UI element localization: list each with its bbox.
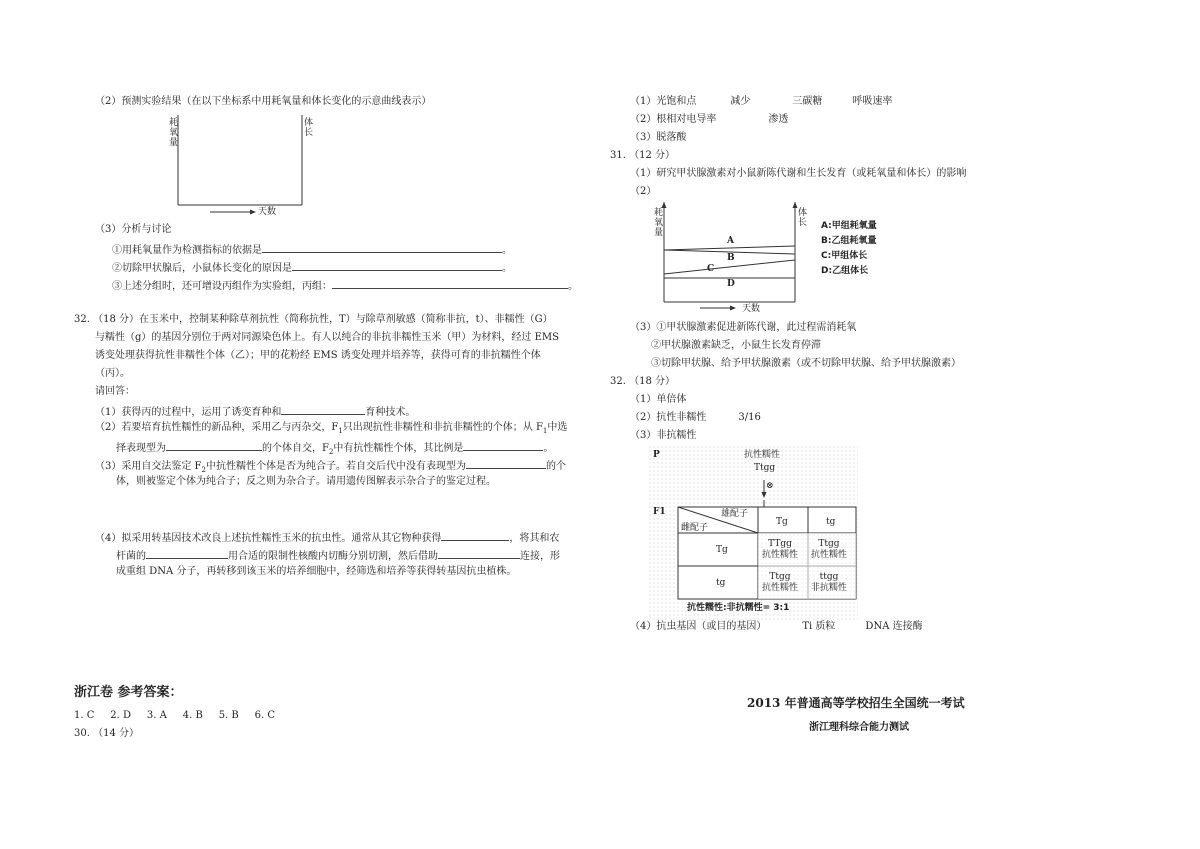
q3-item-1: ①用耗氧量作为检测指标的依据是 。 (112, 245, 512, 256)
punnett-cell-4: ttgg 非抗糯性 (811, 572, 848, 593)
q32-line-2: 与糯性（g）的基因分别位于两对同源染色体上。有人以纯合的非抗非糯性玉米（甲）为材料，经过 EMS (95, 332, 559, 343)
answers-heading: 浙江卷 参考答案： (74, 685, 183, 700)
female-gamete-tg-upper: Tg (716, 545, 728, 555)
r30-part-3: （3）脱落酸 (630, 132, 687, 143)
cross-male-gametes: 雄配子 (721, 509, 749, 519)
cross-p-label: P (653, 450, 660, 460)
cross-female-gametes: 雌配子 (681, 523, 709, 533)
punnett-cell-2: Ttgg 抗性糯性 (811, 539, 848, 560)
r31-part-3-3: ③切除甲状腺、给予甲状腺激素（或不切除甲状腺、给予甲状腺激素） (651, 358, 961, 369)
r31-part-3-1: （3）①甲状腺激素促进新陈代谢，此过程需消耗氧 (630, 322, 857, 333)
graph2-legend: A:甲组耗氧量 B:乙组耗氧量 C:甲组体长 D:乙组体长 (821, 221, 877, 276)
q32-part-4-line-1: （4）拟采用转基因技术改良上述抗性糯性玉米的抗虫性。通常从其它物种获得 ，将其和农 (95, 533, 560, 544)
graph2-x-label: 天数 (742, 304, 761, 314)
r31-part-2: （2） (630, 186, 657, 197)
male-gamete-tg-lower: tg (826, 517, 836, 527)
r32-part-3: （3）非抗糯性 (630, 430, 697, 441)
punnett-cell-1: TTgg 抗性糯性 (762, 539, 799, 560)
q2-title: （2）预测实验结果（在以下坐标系中用耗氧量和体长变化的示意曲线表示） (95, 96, 432, 107)
q3-title: （3）分析与讨论 (95, 224, 172, 235)
graph1-y-left-label: 耗 氧 量 (169, 118, 179, 148)
q32-part-3-line-1: （3）采用自交法鉴定 $F_2$中抗性糯性个体是否为纯合子。若自交后代中没有表现型为 的个 (95, 461, 566, 474)
graph1-x-label: 天数 (258, 207, 277, 217)
curve-label-b: B (727, 253, 735, 263)
cross-ratio: 抗性糯性:非抗糯性= 3:1 (687, 603, 790, 613)
q32-part-3-line-2: 体，则被鉴定个体为纯合子；反之则为杂合子。请用遗传图解表示杂合子的鉴定过程。 (116, 476, 496, 487)
q32-part-1: （1）获得丙的过程中，运用了诱变育种和 育种技术。 (95, 407, 416, 418)
curve-a (664, 246, 795, 250)
exam-subtitle: 浙江理科综合能力测试 (809, 722, 909, 733)
answer-graph (650, 200, 820, 312)
q30-header: 30. （14 分） (74, 728, 139, 739)
female-gamete-tg-lower: tg (716, 578, 726, 588)
curve-label-c: C (707, 264, 715, 274)
q3-item-2: ②切除甲状腺后，小鼠体长变化的原因是 。 (112, 263, 512, 274)
exam-title: 2013 年普通高等学校招生全国统一考试 (747, 696, 965, 710)
q32-line-4: （丙）。 (95, 368, 130, 379)
q32-line-3: 诱变处理获得抗性非糯性个体（乙）；甲的花粉经 EMS 诱变处理并培养等，获得可育的非抗糯性个体 (95, 350, 541, 361)
curve-label-d: D (727, 279, 735, 289)
q32-part-2-line-2: 择表现型为 的个体自交，$F_2$中有抗性糯性个体，其比例是 。 (116, 443, 554, 456)
graph1-y-right-label: 体 长 (304, 118, 314, 138)
graph2-y-left-label: 耗 氧 量 (654, 208, 664, 238)
graph2-y-right-label: 体 长 (798, 208, 808, 228)
r32-part-4: （4）抗虫基因（或目的基因） Ti 质粒 DNA 连接酶 (630, 621, 923, 632)
mc-answers: 1. C 2. D 3. A 4. B 5. B 6. C (74, 710, 276, 721)
q32-part-4-line-3: 成重组 DNA 分子，再转移到该玉米的培养细胞中，经筛选和培养等获得转基因抗虫植株。 (116, 566, 517, 577)
cross-parent-genotype: Ttgg (754, 463, 776, 473)
r32-part-1: （1）单倍体 (630, 394, 687, 405)
q32-part-2-line-1: （2）若要培育抗性糯性的新品种，采用乙与丙杂交，$F_1$只出现抗性非糯性和非抗非糯性的个体；从 $F_1$中选 (95, 422, 568, 435)
r31-header: 31. （12 分） (610, 150, 675, 161)
q32-line-5: 请回答： (95, 386, 135, 397)
r30-part-1: （1）光饱和点 减少 三碳糖 呼吸速率 (630, 96, 893, 107)
q3-item-3: ③上述分组时，还可增设丙组作为实验组，丙组： 。 (112, 281, 578, 292)
q32-part-4-line-2: 杆菌的 用合适的限制性核酸内切酶分别切割，然后借助 连接，形 (116, 551, 560, 562)
r32-header: 32. （18 分） (610, 376, 675, 387)
r30-part-2: （2）根相对电导率 渗透 (630, 114, 789, 125)
cross-parent-phenotype: 抗性糯性 (744, 450, 781, 460)
r32-part-2: （2）抗性非糯性 3/16 (630, 412, 761, 423)
curve-label-a: A (727, 236, 734, 246)
punnett-cell-3: Ttgg 抗性糯性 (762, 572, 799, 593)
q32-line-1: 32. （18 分）在玉米中，控制某种除草剂抗性（简称抗性，T）与除草剂敏感（简称非抗，t）、非糯性（G） (74, 314, 553, 325)
male-gamete-tg-upper: Tg (776, 517, 788, 527)
r31-part-1: （1）研究甲状腺激素对小鼠新陈代谢和生长发育（或耗氧量和体长）的影响 (630, 168, 967, 179)
blank-graph-axes (160, 110, 320, 220)
self-cross-symbol: ⊗ (766, 481, 774, 491)
cross-f1-label: F1 (653, 507, 666, 517)
r31-part-3-2: ②甲状腺激素缺乏，小鼠生长发育停滞 (651, 340, 821, 351)
